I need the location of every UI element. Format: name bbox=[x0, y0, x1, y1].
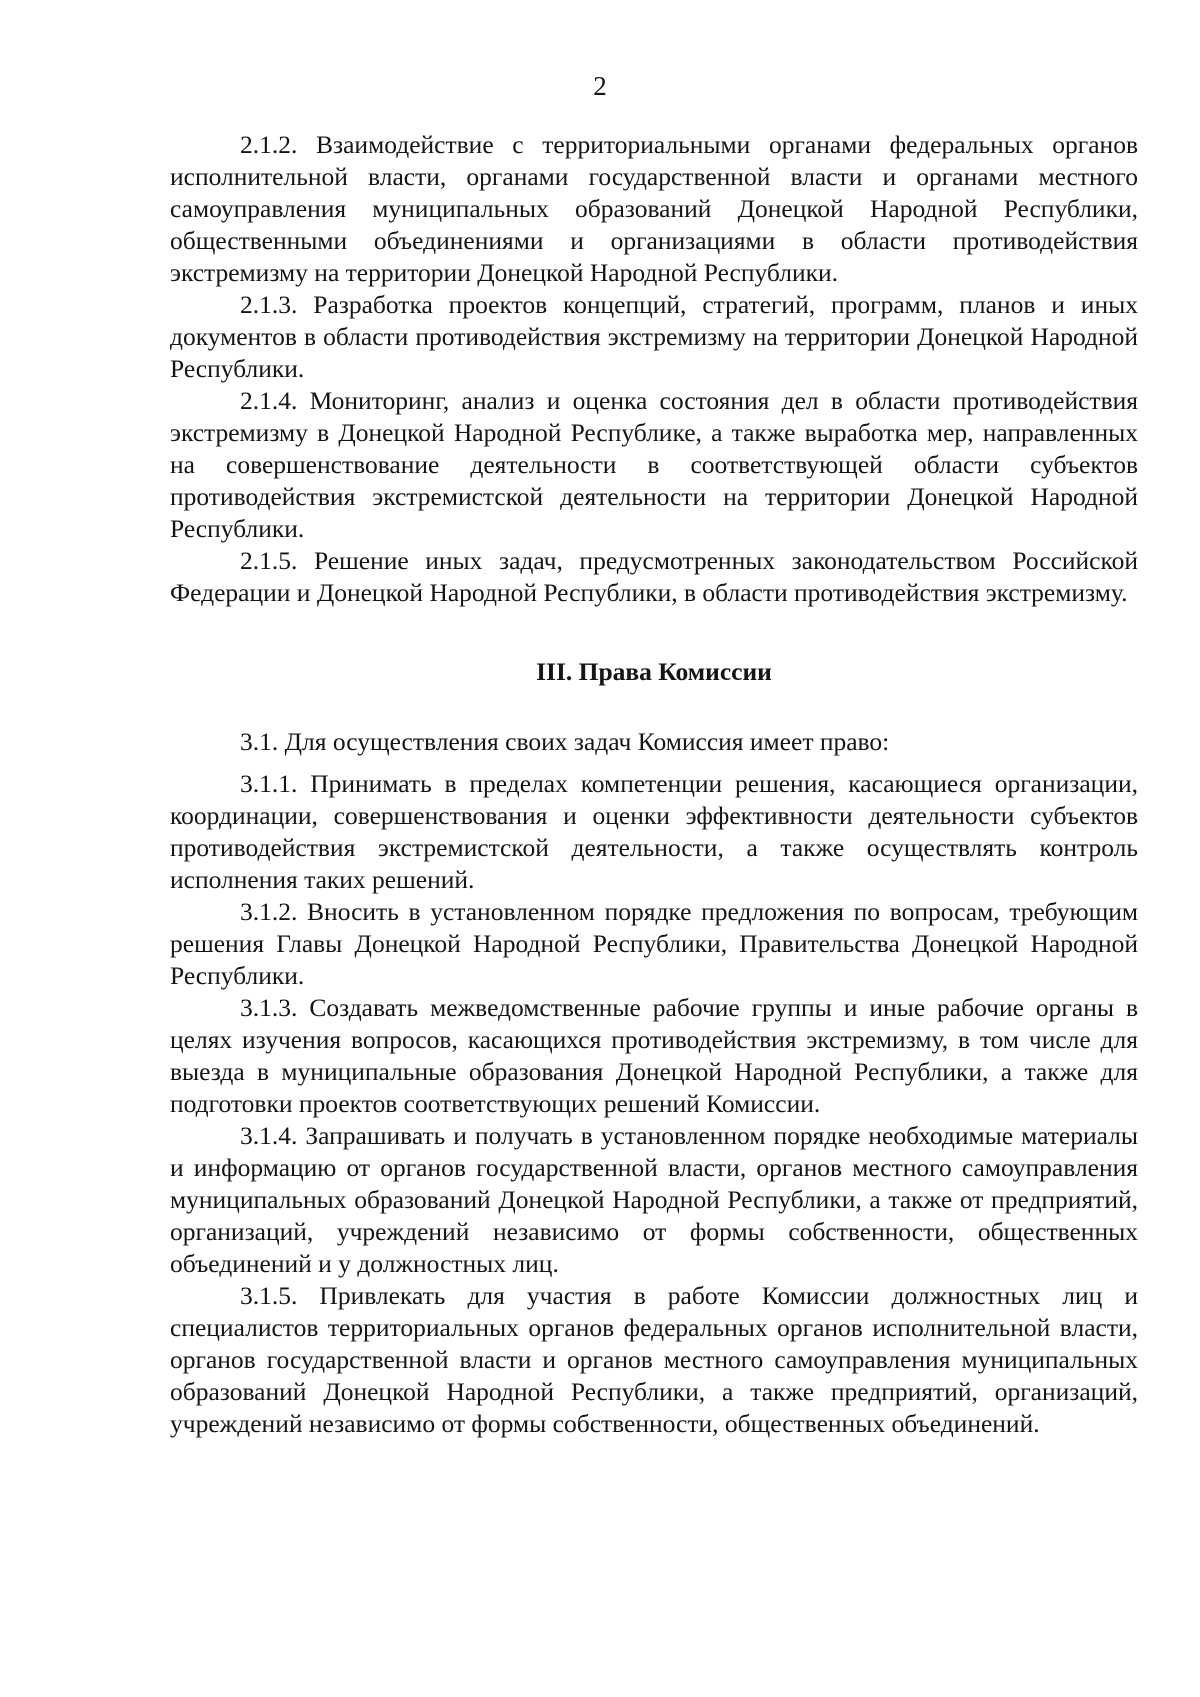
paragraph-3-1: 3.1. Для осуществления своих задач Комиссия имеет право: bbox=[240, 727, 890, 756]
paragraph-2-1-5: 2.1.5. Решение иных задач, предусмотренных законодательством Российской Федерации и Донецкой Народной Республики, в области противодействия экстремизму. bbox=[170, 546, 1138, 607]
paragraph-2-1-2: 2.1.2. Взаимодействие с территориальными органами федеральных органов исполнительной власти, органами государственной власти и органами местного самоуправления муниципальных образований Донецкой Народной Республики, общественными объединениями и организациями в области противодействия экстремизму на территории Донецкой Народной Республики. bbox=[170, 130, 1138, 287]
page-number: 2 bbox=[593, 71, 607, 101]
section-heading-rights: III. Права Комиссии bbox=[536, 657, 772, 686]
paragraph-3-1-1: 3.1.1. Принимать в пределах компетенции решения, касающиеся организации, координации, совершенствования и оценки эффективности деятельности субъектов противодействия экстремистской деятельности, а также осуществлять контроль исполнения таких решений. bbox=[170, 769, 1138, 894]
paragraph-3-1-2: 3.1.2. Вносить в установленном порядке предложения по вопросам, требующим решения Главы Донецкой Народной Республики, Правительства Донецкой Народной Республики. bbox=[170, 897, 1138, 990]
paragraph-3-1-3: 3.1.3. Создавать межведомственные рабочие группы и иные рабочие органы в целях изучения вопросов, касающихся противодействия экстремизму, в том числе для выезда в муниципальные образования Донецкой Народной Республики, а также для подготовки проектов соответствующих решений Комиссии. bbox=[170, 993, 1138, 1118]
paragraph-2-1-4: 2.1.4. Мониторинг, анализ и оценка состояния дел в области противодействия экстремизму в Донецкой Народной Республике, а также выработка мер, направленных на совершенствование деятельности в соответствующей области субъектов противодействия экстремистской деятельности на территории Донецкой Народной Республики. bbox=[170, 386, 1138, 543]
paragraph-2-1-3: 2.1.3. Разработка проектов концепций, стратегий, программ, планов и иных документов в области противодействия экстремизму на территории Донецкой Народной Республики. bbox=[170, 290, 1138, 383]
document-body bbox=[170, 129, 1138, 1440]
paragraph-3-1-4: 3.1.4. Запрашивать и получать в установленном порядке необходимые материалы и информацию от органов государственной власти, органов местного самоуправления муниципальных образований Донецкой Народной Республики, а также от предприятий, организаций, учреждений независимо от формы собственности, общественных объединений и у должностных лиц. bbox=[170, 1121, 1138, 1278]
paragraph-3-1-5: 3.1.5. Привлекать для участия в работе Комиссии должностных лиц и специалистов территориальных органов федеральных органов исполнительной власти, органов государственной власти и органов местного самоуправления муниципальных образований Донецкой Народной Республики, а также предприятий, организаций, учреждений независимо от формы собственности, общественных объединений. bbox=[170, 1281, 1138, 1438]
